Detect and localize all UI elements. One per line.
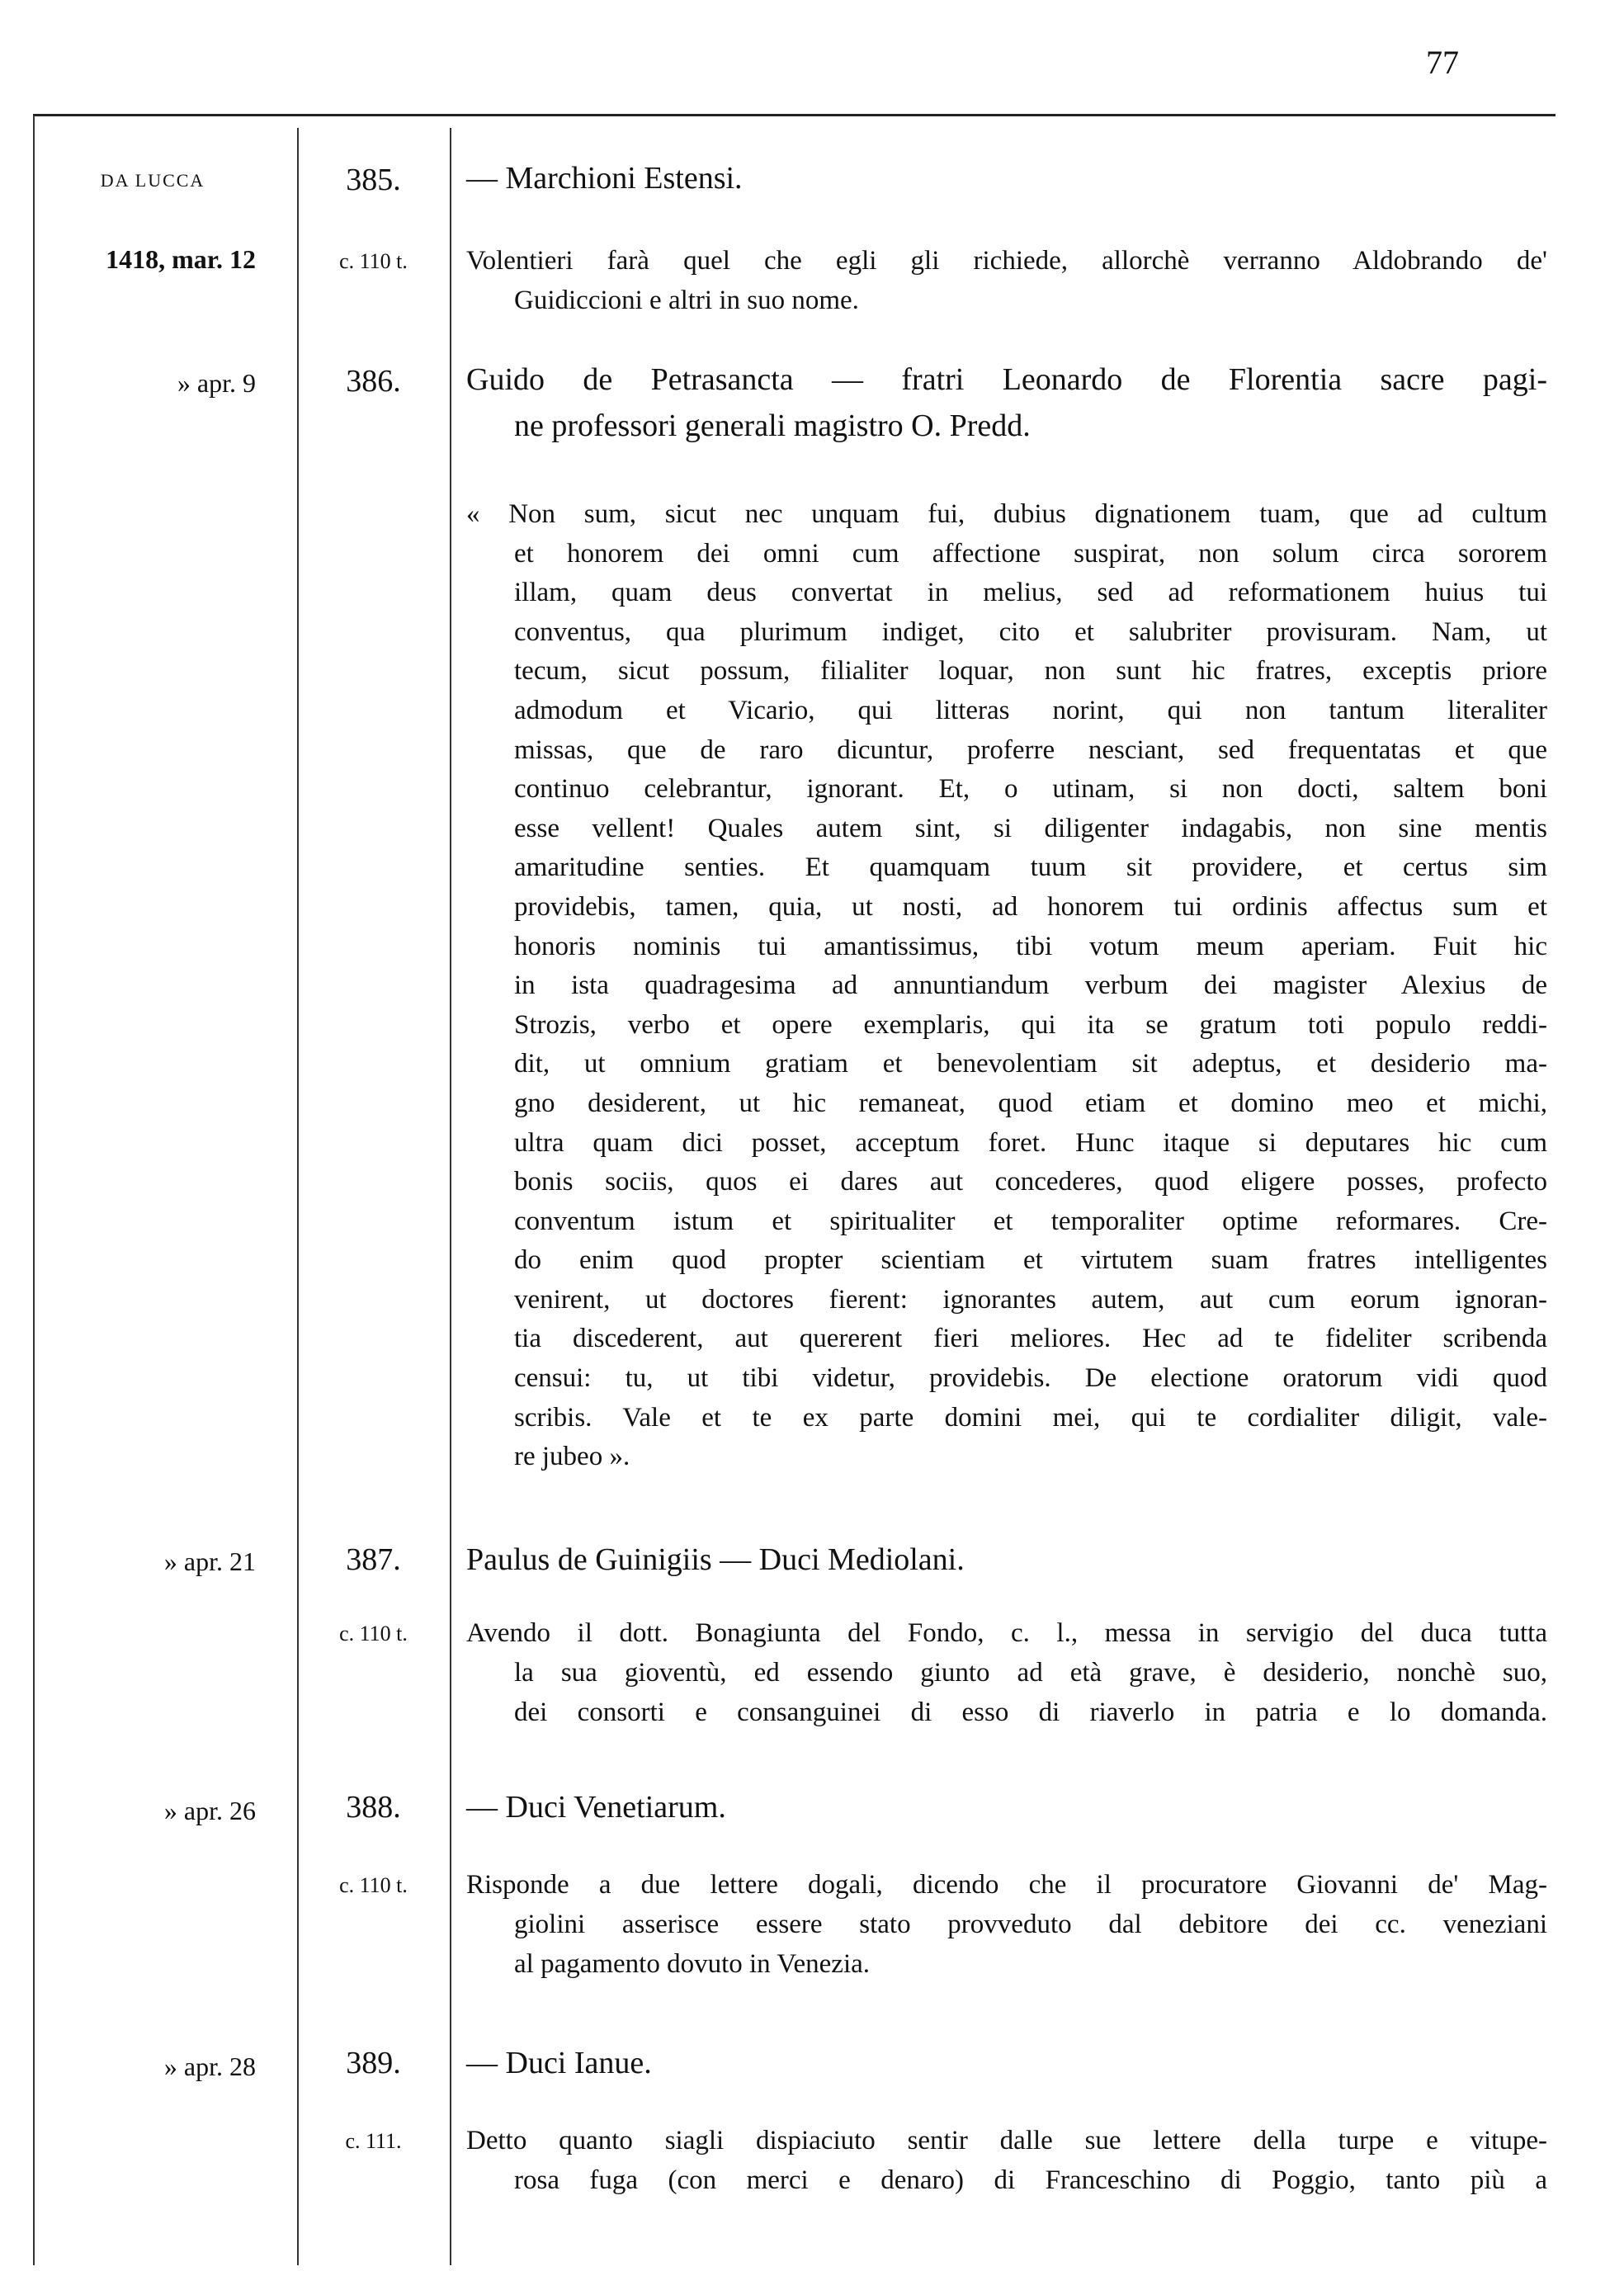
entry-date: » apr. 21 [163,1546,256,1576]
quote-line: amaritudine senties. Et quamquam tuum sit providere, et certus sim [514,852,1547,883]
summary-line: Risponde a due lettere dogali, dicendo che il procuratore Giovanni de' Mag- [466,1870,1547,1900]
summary-line: rosa fuga (con merci e denaro) di Franceschino di Poggio, tanto più a [514,2165,1547,2195]
summary-line: giolini asserisce essere stato provveduto dal debitore dei cc. veneziani [514,1910,1547,1939]
quote-line: continuo celebrantur, ignorant. Et, o utinam, si non docti, saltem boni [514,774,1547,805]
entry-date: » apr. 9 [177,368,256,398]
summary-line: Detto quanto siagli dispiaciuto sentir dalle sue lettere della turpe e vitupe- [466,2126,1547,2155]
column-header-da-lucca: DA LUCCA [100,170,205,191]
entry-summary [466,1613,1547,1732]
entry-heading [466,1537,965,1583]
quote-line: esse vellent! Quales autem sint, si diligenter indagabis, non sine mentis [514,813,1547,843]
quote-line: tia discederent, aut quererent fieri meliores. Hec ad te fideliter scribenda [514,1324,1547,1354]
heading-line: — Duci Ianue. [466,2046,652,2080]
entry-number: 385. [346,163,401,197]
entry-date: 1418, mar. 12 [106,244,256,274]
quote-line: do enim quod propter scientiam et virtutem suam fratres intelligentes [514,1245,1547,1276]
heading-line: — Marchioni Estensi. [466,161,743,196]
quote-line: conventus, qua plurimum indiget, cito et salubriter provisuram. Nam, ut [514,616,1547,647]
quote-line: re jubeo ». [514,1442,630,1472]
entry-heading [466,155,743,201]
quote-line: illam, quam deus convertat in melius, sed ad reformationem huius tui [514,578,1547,608]
quote-line: dit, ut omnium gratiam et benevolentiam sit adeptus, et desiderio ma- [514,1049,1547,1079]
summary-line: la sua gioventù, ed essendo giunto ad età grave, è desiderio, nonchè suo, [514,1658,1547,1688]
entry-date: » apr. 26 [163,1796,256,1825]
summary-line: dei consorti e consanguinei di esso di riaverlo in patria e lo domanda. [514,1697,1547,1727]
quote-line: bonis sociis, quos ei dares aut concederes, quod eligere posses, profecto [514,1167,1547,1197]
quote-line: in ista quadragesima ad annuntiandum verbum dei magister Alexius de [514,970,1547,1001]
carta-reference: c. 111. [345,2129,402,2153]
entry-number: 387. [346,1542,401,1577]
quote-line: « Non sum, sicut nec unquam fui, dubius dignationem tuam, que ad cultum [466,499,1547,529]
quote-line: ultra quam dici posset, acceptum foret. Hunc itaque si deputares hic cum [514,1127,1547,1158]
entry-heading [466,1784,726,1830]
carta-reference: c. 110 t. [339,1873,408,1897]
summary-line: Guidiccioni e altri in suo nome. [514,286,859,315]
entry-number: 389. [346,2046,401,2080]
quote-line: gno desiderent, ut hic remaneat, quod etiam et domino meo et michi, [514,1088,1547,1118]
entry-heading [466,356,1547,449]
heading-line: ne professori generali magistro O. Predd. [514,408,1031,443]
entry-heading [466,2040,652,2086]
entry-summary [466,2121,1547,2200]
column-divider-number [450,128,451,2265]
quote-line: Strozis, verbo et opere exemplaris, qui ita se gratum toti populo reddi- [514,1009,1547,1040]
quote-line: tecum, sicut possum, filialiter loquar, non sunt hic fratres, exceptis priore [514,656,1547,687]
header-rule [33,114,1556,116]
summary-line: Avendo il dott. Bonagiunta del Fondo, c. l., messa in servigio del duca tutta [466,1618,1547,1648]
heading-line: Paulus de Guinigiis — Duci Mediolani. [466,1542,965,1577]
entry-date: » apr. 28 [163,2051,256,2081]
carta-reference: c. 110 t. [339,1622,408,1645]
entry-number: 388. [346,1790,401,1825]
page-number: 77 [1426,44,1459,81]
quote-line: admodum et Vicario, qui litteras norint, qui non tantum literaliter [514,695,1547,725]
heading-line: Guido de Petrasancta — fratri Leonardo de Florentia sacre pagi- [466,362,1547,397]
quote-line: venirent, ut doctores fierent: ignorantes autem, aut cum eorum ignoran- [514,1284,1547,1315]
quote-line: conventum istum et spiritualiter et temporaliter optime reformares. Cre- [514,1206,1547,1236]
column-divider-date [297,128,299,2265]
quote-line: honoris nominis tui amantissimus, tibi votum meum aperiam. Fuit hic [514,931,1547,961]
quote-line: censui: tu, ut tibi videtur, providebis. De electione oratorum vidi quod [514,1363,1547,1394]
quote-line: providebis, tamen, quia, ut nosti, ad honorem tui ordinis affectus sum et [514,891,1547,922]
letter-quote [466,495,1547,1477]
entry-summary [466,1865,1547,1984]
quote-line: missas, que de raro dicuntur, proferre nesciant, sed frequentatas et que [514,734,1547,765]
entry-number: 386. [346,364,401,399]
entry-summary [466,241,1547,320]
summary-line: Volentieri farà quel che egli gli richiede, allorchè verranno Aldobrando de' [466,246,1547,276]
summary-line: al pagamento dovuto in Venezia. [514,1949,871,1979]
quote-line: et honorem dei omni cum affectione suspirat, non solum circa sororem [514,538,1547,569]
quote-line: scribis. Vale et te ex parte domini mei, qui te cordialiter diligit, vale- [514,1402,1547,1433]
carta-reference: c. 110 t. [339,249,408,273]
left-border-line [33,116,35,2265]
heading-line: — Duci Venetiarum. [466,1790,726,1825]
